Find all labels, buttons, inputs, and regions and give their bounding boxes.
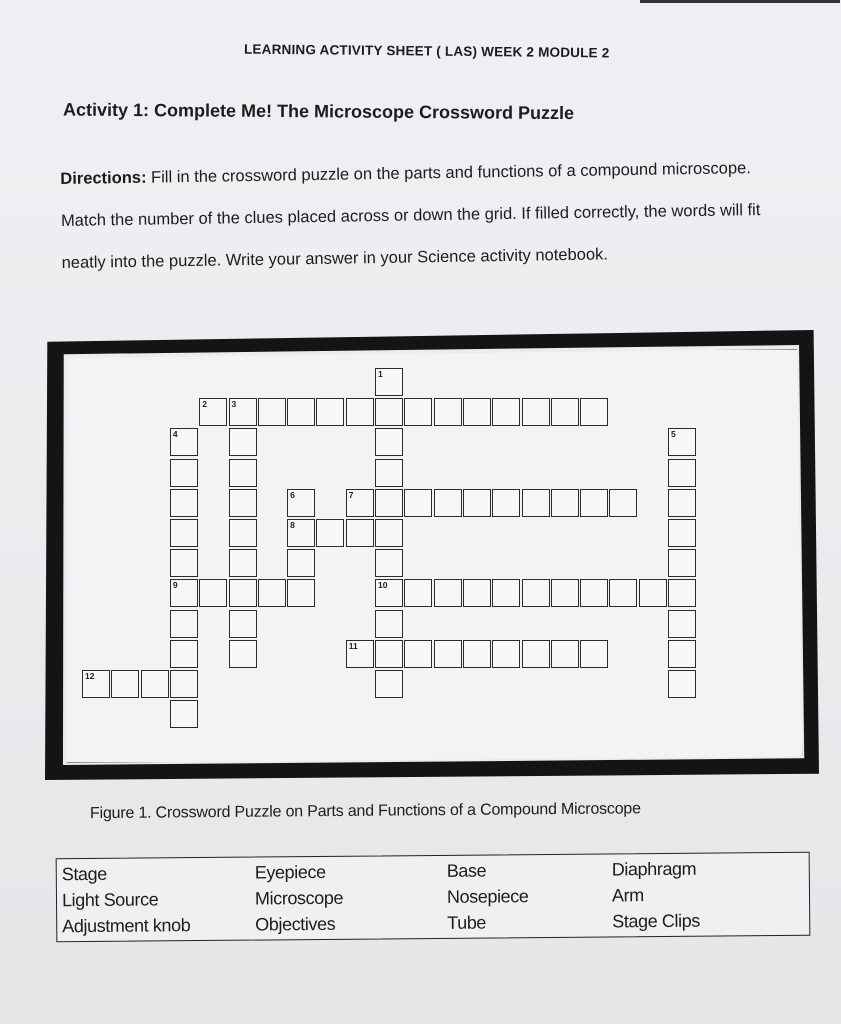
activity-title: Activity 1: Complete Me! The Microscope Crossword Puzzle bbox=[62, 99, 575, 124]
directions-text: Fill in the crossword puzzle on the parts and functions of a compound microscope. Match the number of the clues placed across or down the grid. If filled correctly, the words will fit neatly into the puzzle. Write your answer in your Science activity notebook. bbox=[60, 159, 761, 272]
crossword-cell bbox=[199, 398, 227, 426]
crossword-cell bbox=[551, 398, 579, 426]
crossword-cell bbox=[434, 579, 462, 607]
crossword-cell bbox=[375, 368, 403, 396]
worksheet-header: LEARNING ACTIVITY SHEET ( LAS) WEEK 2 MODULE 2 bbox=[243, 41, 610, 61]
crossword-cell bbox=[668, 670, 696, 698]
crossword-cell bbox=[346, 640, 374, 668]
crossword-cell bbox=[375, 489, 403, 517]
crossword-cell bbox=[316, 519, 344, 547]
crossword-cell bbox=[287, 579, 315, 607]
crossword-cell bbox=[375, 519, 403, 547]
crossword-cell bbox=[170, 549, 198, 577]
crossword-cell bbox=[639, 579, 667, 607]
crossword-cell bbox=[375, 398, 403, 426]
crossword-cell bbox=[522, 398, 550, 426]
crossword-cell bbox=[170, 700, 198, 728]
crossword-cell bbox=[404, 579, 432, 607]
figure-caption: Figure 1. Crossword Puzzle on Parts and Functions of a Compound Microscope bbox=[89, 800, 641, 823]
crossword-cell bbox=[375, 610, 403, 638]
crossword-cell bbox=[668, 489, 696, 517]
crossword-cell bbox=[375, 549, 403, 577]
crossword-cell bbox=[492, 640, 520, 668]
word-bank-item: Base bbox=[446, 860, 487, 881]
word-bank bbox=[56, 852, 811, 943]
clue-number: 1 bbox=[378, 369, 383, 379]
crossword-cell bbox=[580, 579, 608, 607]
crossword-cell bbox=[141, 670, 169, 698]
directions-paragraph bbox=[60, 147, 782, 284]
crossword-cell bbox=[580, 489, 608, 517]
crossword-cell bbox=[316, 398, 344, 426]
word-bank-column-2 bbox=[255, 859, 344, 938]
crossword-cell bbox=[668, 519, 696, 547]
crossword-cell bbox=[287, 549, 315, 577]
clue-number: 9 bbox=[172, 580, 178, 591]
crossword-cell bbox=[404, 398, 432, 426]
crossword-cell bbox=[492, 489, 520, 517]
clue-number: 2 bbox=[202, 399, 207, 410]
crossword-cell bbox=[522, 640, 550, 668]
crossword-cell bbox=[668, 579, 696, 607]
word-bank-item: Tube bbox=[447, 912, 487, 933]
crossword-cell bbox=[375, 459, 403, 487]
crossword-cell bbox=[229, 489, 257, 517]
crossword-cell bbox=[111, 670, 139, 698]
crossword-cell bbox=[229, 610, 257, 638]
word-bank-column-1 bbox=[62, 860, 191, 939]
crossword-cell bbox=[229, 519, 257, 547]
crossword-cell bbox=[287, 519, 315, 547]
crossword-cell bbox=[375, 579, 403, 607]
crossword-cell bbox=[668, 610, 696, 638]
crossword-cell bbox=[463, 579, 491, 607]
crossword-cell bbox=[199, 579, 227, 607]
crossword-cell bbox=[375, 640, 403, 668]
crossword-cell bbox=[463, 398, 491, 426]
clue-number: 4 bbox=[172, 429, 178, 440]
crossword-cell bbox=[463, 640, 491, 668]
crossword-cell bbox=[463, 489, 491, 517]
crossword-cell bbox=[375, 428, 403, 456]
crossword-cell bbox=[229, 549, 257, 577]
word-bank-item: Microscope bbox=[254, 887, 344, 909]
word-bank-item: Stage Clips bbox=[612, 910, 700, 932]
crossword-cell bbox=[170, 670, 198, 698]
crossword-cell bbox=[346, 489, 374, 517]
crossword-cell bbox=[609, 579, 637, 607]
crossword-cell bbox=[229, 398, 257, 426]
word-bank-column-4 bbox=[612, 856, 700, 935]
crossword-cell bbox=[229, 459, 257, 487]
word-bank-item: Light Source bbox=[61, 889, 159, 911]
crossword-cell bbox=[580, 640, 608, 668]
word-bank-item: Objectives bbox=[255, 913, 336, 935]
crossword-cell bbox=[551, 489, 579, 517]
crossword-cell bbox=[170, 459, 198, 487]
crossword-cell bbox=[668, 640, 696, 668]
crossword-cell bbox=[346, 519, 374, 547]
top-rule bbox=[640, 0, 840, 3]
crossword-cell bbox=[346, 398, 374, 426]
word-bank-item: Nosepiece bbox=[446, 886, 529, 907]
crossword-cell bbox=[522, 489, 550, 517]
crossword-cell bbox=[668, 459, 696, 487]
crossword-cell bbox=[609, 489, 637, 517]
crossword-cell bbox=[668, 549, 696, 577]
crossword-cell bbox=[229, 640, 257, 668]
clue-number: 7 bbox=[348, 489, 354, 500]
crossword-cell bbox=[170, 640, 198, 668]
word-bank-item: Diaphragm bbox=[611, 858, 697, 880]
crossword-cell bbox=[229, 579, 257, 607]
crossword-cell bbox=[287, 398, 315, 426]
crossword-cell bbox=[522, 579, 550, 607]
word-bank-item: Stage bbox=[61, 863, 107, 885]
word-bank-column-3 bbox=[447, 857, 529, 936]
crossword-cell bbox=[434, 640, 462, 668]
clue-number: 11 bbox=[348, 640, 358, 651]
crossword-cell bbox=[580, 398, 608, 426]
crossword-cell bbox=[82, 670, 110, 698]
crossword-cell bbox=[434, 398, 462, 426]
crossword-cell bbox=[258, 579, 286, 607]
crossword-cell bbox=[492, 579, 520, 607]
crossword-cell bbox=[375, 670, 403, 698]
clue-number: 12 bbox=[85, 671, 95, 681]
crossword-cell bbox=[404, 489, 432, 517]
clue-number: 8 bbox=[290, 520, 295, 530]
crossword-cell bbox=[258, 398, 286, 426]
crossword-cell bbox=[551, 640, 579, 668]
crossword-cell bbox=[170, 428, 198, 456]
crossword-cell bbox=[170, 519, 198, 547]
crossword-cell bbox=[551, 579, 579, 607]
word-bank-item: Adjustment knob bbox=[62, 915, 191, 937]
directions-label: Directions: bbox=[60, 168, 147, 188]
crossword-cell bbox=[287, 489, 315, 517]
crossword-cell bbox=[668, 428, 696, 456]
clue-number: 10 bbox=[378, 580, 388, 591]
crossword-cell bbox=[492, 398, 520, 426]
crossword-cell bbox=[229, 428, 257, 456]
word-bank-item: Arm bbox=[611, 885, 644, 906]
crossword-cell bbox=[404, 640, 432, 668]
crossword-cell bbox=[170, 610, 198, 638]
word-bank-item: Eyepiece bbox=[254, 861, 326, 883]
clue-number: 5 bbox=[671, 429, 676, 440]
crossword-cell bbox=[434, 489, 462, 517]
clue-number: 3 bbox=[231, 399, 237, 410]
clue-number: 6 bbox=[290, 489, 295, 500]
crossword-cell bbox=[170, 489, 198, 517]
crossword-cell bbox=[170, 579, 198, 607]
